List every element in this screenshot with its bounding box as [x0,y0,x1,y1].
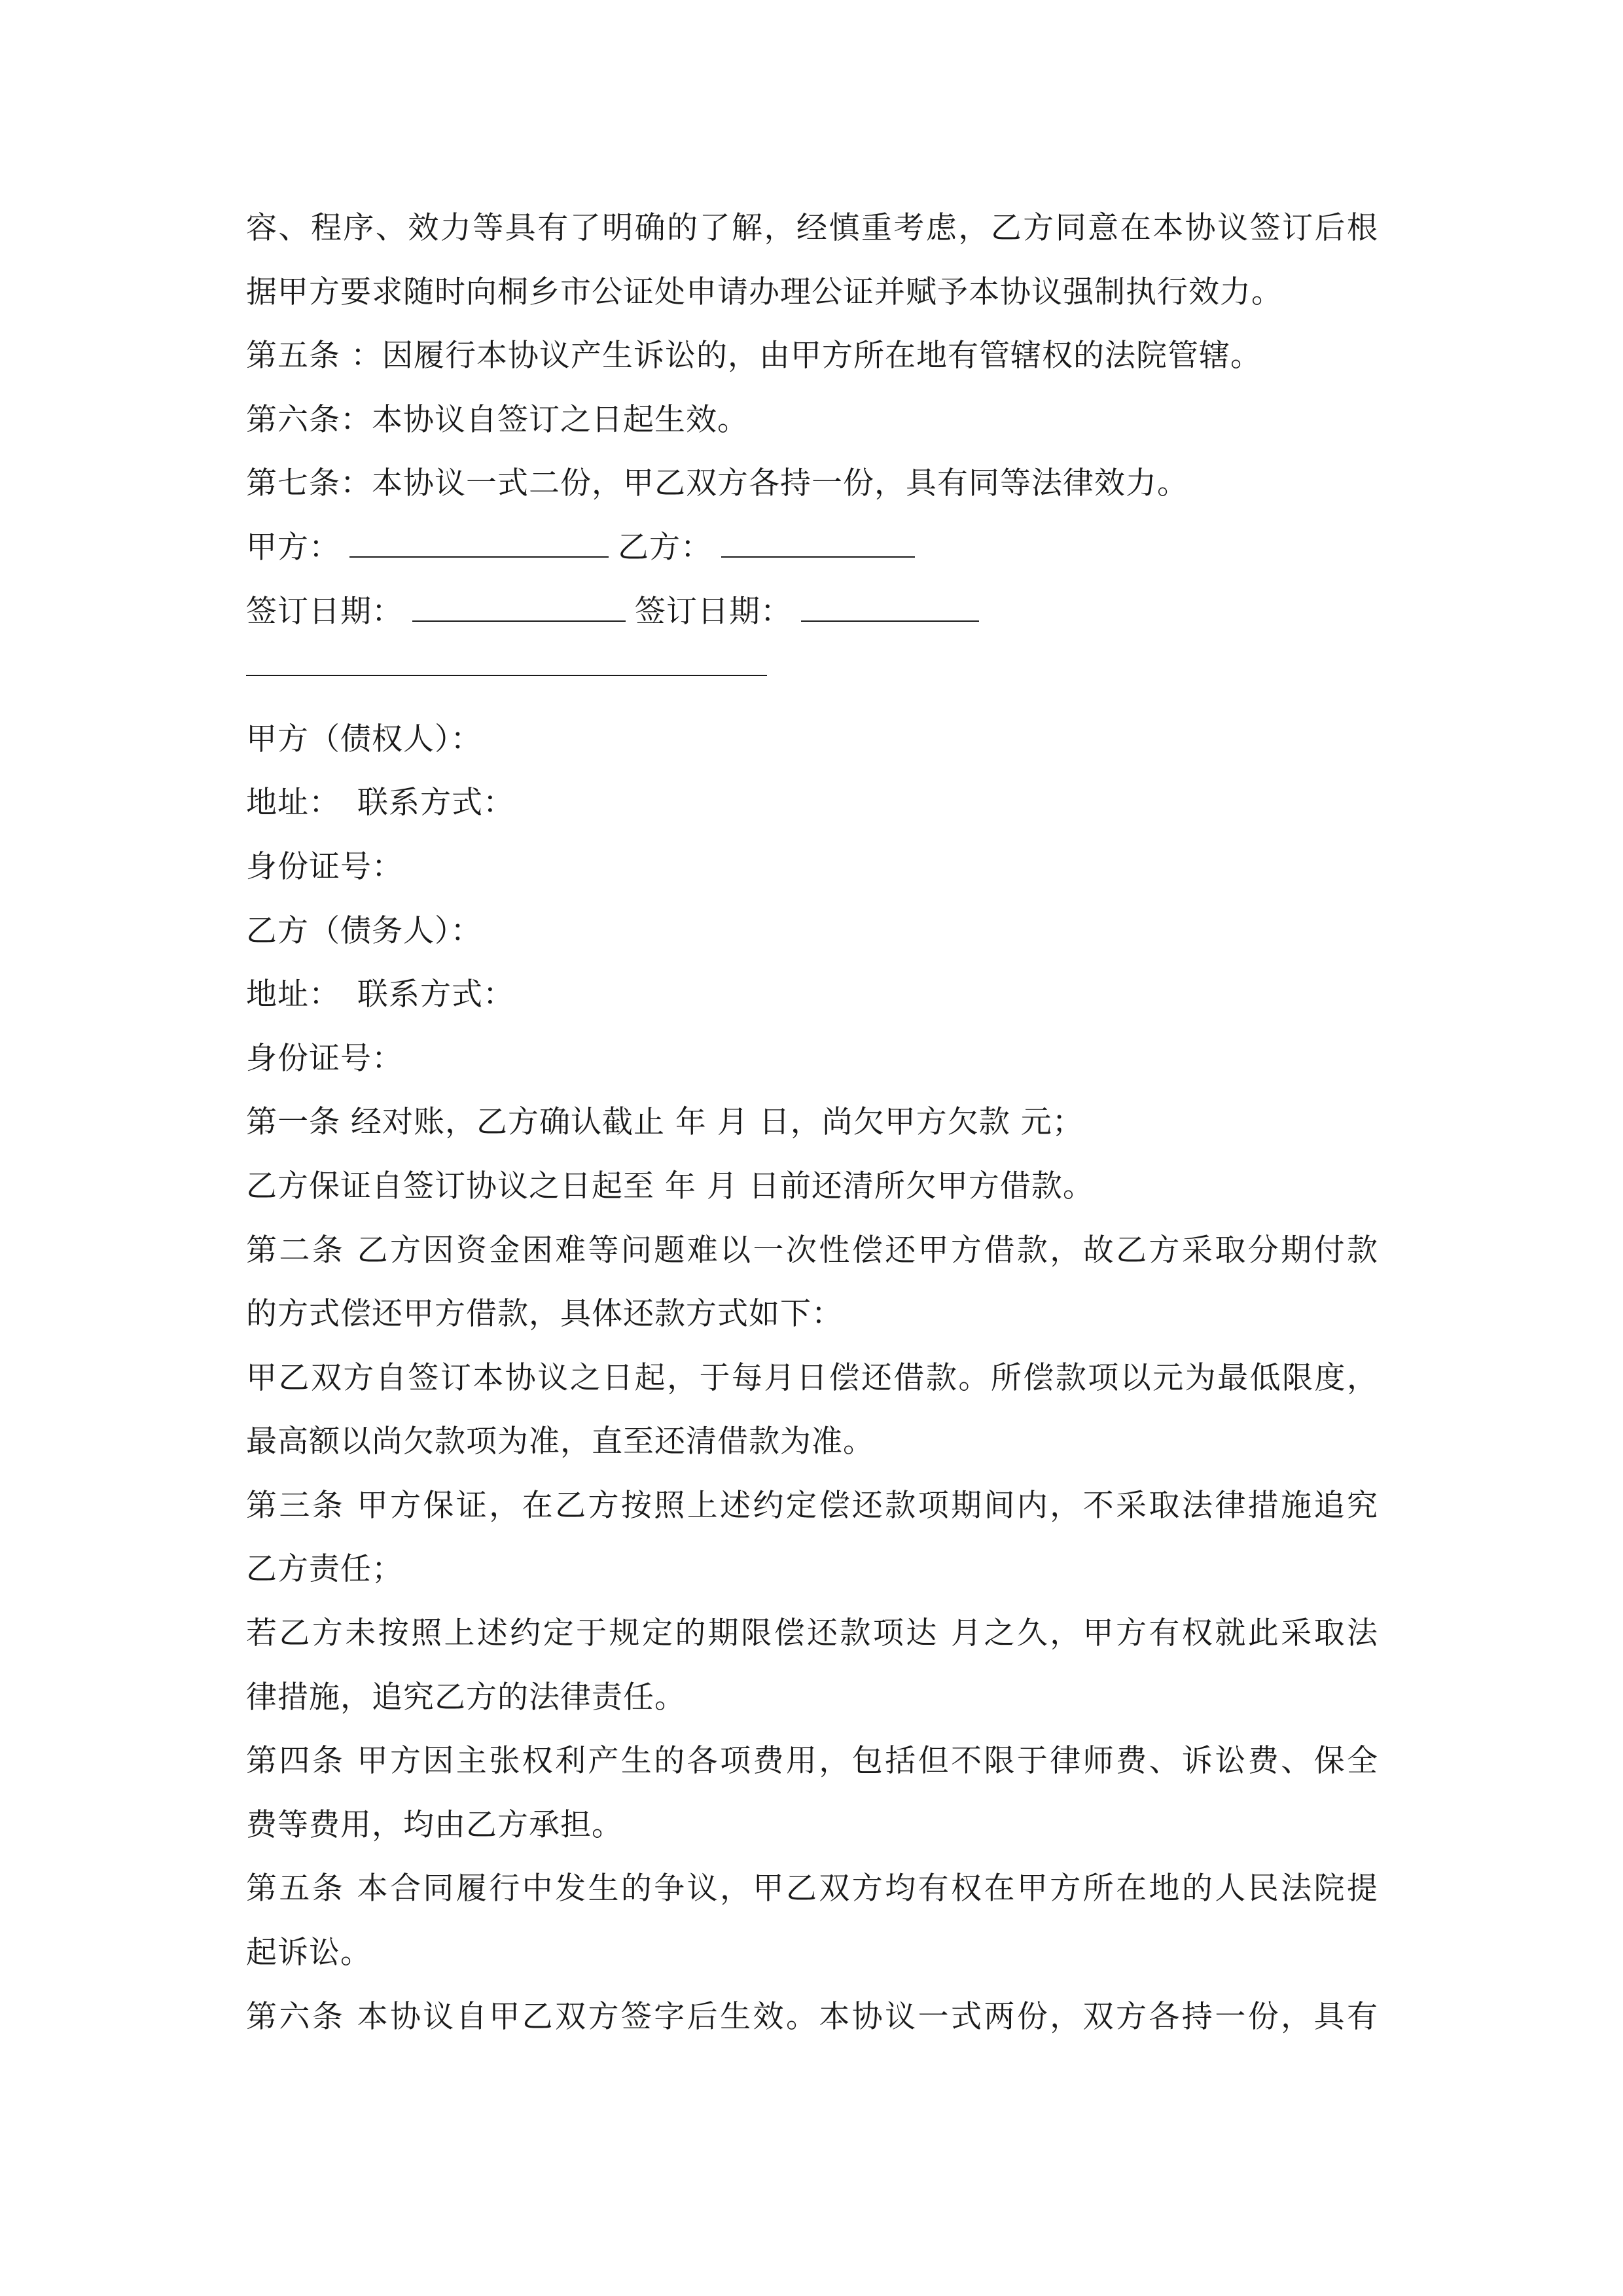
date-a-label: 签订日期： [246,593,403,630]
signing-date-row [246,580,1378,644]
article-1-line-2: 乙方保证自签订协议之日起至 年 月 日前还清所欠甲方借款。 [246,1168,1094,1204]
article-3-line-3: 若乙方未按照上述约定于规定的期限偿还款项达 月之久，甲方有权就此采取法 [246,1615,1378,1652]
article-3-line-4: 律措施，追究乙方的法律责任。 [246,1679,686,1715]
article-4-line-2: 费等费用，均由乙方承担。 [246,1806,623,1843]
article-7-copies: 第七条：本协议一式二份，甲乙双方各持一份，具有同等法律效力。 [246,465,1188,502]
article-4-line-1: 第四条 甲方因主张权利产生的各项费用，包括但不限于律师费、诉讼费、保全 [246,1743,1378,1780]
debtor-contact-label: 联系方式： [357,977,514,1013]
article-6-line-1: 第六条 本协议自甲乙双方签字后生效。本协议一式两份，双方各持一份，具有 [246,1998,1378,2035]
article-5-jurisdiction: 第五条 ：因履行本协议产生诉讼的，由甲方所在地有管辖权的法院管辖。 [246,338,1262,374]
paragraph-notarization-line-2: 据甲方要求随时向桐乡市公证处申请办理公证并赋予本协议强制执行效力。 [246,274,1283,310]
debtor-id-label: 身份证号： [246,1040,403,1077]
paragraph-notarization-line-1: 容、程序、效力等具有了明确的了解，经慎重考虑，乙方同意在本协议签订后根 [246,210,1378,246]
article-6-effective: 第六条：本协议自签订之日起生效。 [246,401,749,438]
debtor-address-row [246,963,1378,1027]
document-body [246,196,1378,2049]
article-1-line-1: 第一条 经对账，乙方确认截止 年 月 日，尚欠甲方欠款 元； [246,1104,1084,1141]
creditor-address-label: 地址： [246,785,340,821]
article-3-line-1: 第三条 甲方保证，在乙方按照上述约定偿还款项期间内，不采取法律措施追究 [246,1487,1378,1524]
section-divider [246,643,1378,708]
creditor-id-label: 身份证号： [246,848,403,885]
article-2-line-4: 最高额以尚欠款项为准，直至还清借款为准。 [246,1424,874,1460]
creditor-heading: 甲方（债权人）： [246,721,482,757]
signature-row [246,516,1378,580]
debtor-heading: 乙方（债务人）： [246,912,482,949]
article-3-line-2: 乙方责任； [246,1551,403,1588]
date-b-blank [801,592,979,622]
article-5-line-2: 起诉讼。 [246,1935,372,1971]
date-a-blank [412,592,626,622]
party-a-label: 甲方： [246,529,340,565]
article-5-line-1: 第五条 本合同履行中发生的争议，甲乙双方均有权在甲方所在地的人民法院提 [246,1871,1378,1907]
article-2-line-1: 第二条 乙方因资金困难等问题难以一次性偿还甲方借款，故乙方采取分期付款 [246,1232,1378,1268]
party-b-label: 乙方： [618,529,712,565]
date-b-label: 签订日期： [635,593,792,630]
creditor-address-row [246,771,1378,835]
party-b-signature-blank [721,528,915,558]
article-2-line-3: 甲乙双方自签订本协议之日起，于每月日偿还借款。所偿款项以元为最低限度， [246,1359,1378,1396]
party-a-signature-blank [349,528,609,558]
debtor-address-label: 地址： [246,977,340,1013]
creditor-contact-label: 联系方式： [357,785,514,821]
article-2-line-2: 的方式偿还甲方借款，具体还款方式如下： [246,1296,843,1333]
